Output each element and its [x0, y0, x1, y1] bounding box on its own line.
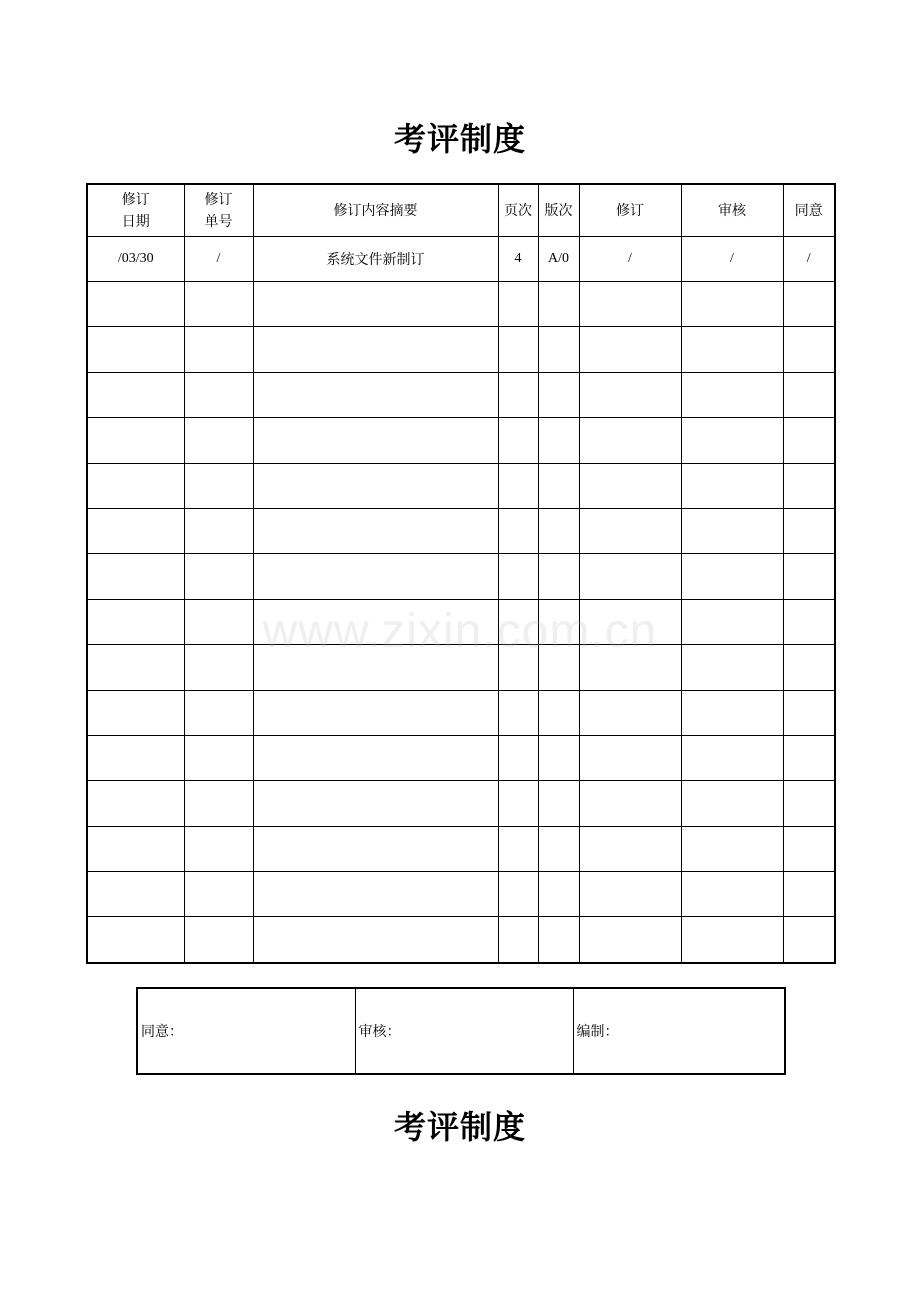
- empty-cell: [579, 554, 681, 599]
- empty-cell: [538, 282, 579, 327]
- empty-cell: [783, 690, 835, 735]
- empty-cell: [538, 599, 579, 644]
- table-row-empty: [87, 463, 835, 508]
- document-title: 考评制度: [393, 120, 526, 158]
- cell-summary: 系统文件新制订: [253, 237, 498, 282]
- empty-cell: [253, 327, 498, 372]
- empty-cell: [538, 372, 579, 417]
- empty-cell: [184, 418, 253, 463]
- empty-cell: [253, 781, 498, 826]
- empty-cell: [783, 282, 835, 327]
- empty-cell: [87, 554, 184, 599]
- empty-cell: [783, 599, 835, 644]
- empty-cell: [87, 781, 184, 826]
- empty-cell: [681, 872, 783, 917]
- empty-cell: [498, 418, 538, 463]
- empty-cell: [498, 735, 538, 780]
- header-approve: 同意: [783, 184, 835, 237]
- empty-cell: [538, 645, 579, 690]
- empty-cell: [538, 872, 579, 917]
- table-row-empty: [87, 508, 835, 553]
- table-row-empty: [87, 418, 835, 463]
- table-row-empty: [87, 917, 835, 963]
- header-version: 版次: [538, 184, 579, 237]
- empty-cell: [184, 781, 253, 826]
- empty-cell: [538, 554, 579, 599]
- empty-cell: [87, 372, 184, 417]
- empty-cell: [253, 418, 498, 463]
- table-row-empty: [87, 735, 835, 780]
- empty-cell: [538, 508, 579, 553]
- signoff-prepare: 编制：: [573, 988, 785, 1074]
- empty-cell: [498, 690, 538, 735]
- empty-cell: [579, 463, 681, 508]
- empty-cell: [498, 372, 538, 417]
- empty-cell: [783, 508, 835, 553]
- empty-cell: [184, 327, 253, 372]
- empty-cell: [253, 372, 498, 417]
- table-row: [87, 237, 835, 282]
- empty-cell: [783, 554, 835, 599]
- empty-cell: [538, 735, 579, 780]
- empty-cell: [87, 418, 184, 463]
- table-row-empty: [87, 282, 835, 327]
- empty-cell: [184, 372, 253, 417]
- revision-table: [86, 183, 836, 964]
- cell-number: /: [184, 237, 253, 282]
- empty-cell: [498, 554, 538, 599]
- empty-cell: [87, 917, 184, 963]
- empty-cell: [184, 508, 253, 553]
- empty-cell: [579, 735, 681, 780]
- empty-cell: [498, 508, 538, 553]
- empty-cell: [498, 645, 538, 690]
- empty-cell: [681, 690, 783, 735]
- table-row-empty: [87, 372, 835, 417]
- table-row-empty: [87, 781, 835, 826]
- empty-cell: [184, 826, 253, 871]
- header-review: 审核: [681, 184, 783, 237]
- empty-cell: [681, 554, 783, 599]
- empty-cell: [184, 282, 253, 327]
- empty-cell: [579, 418, 681, 463]
- empty-cell: [184, 554, 253, 599]
- empty-cell: [783, 372, 835, 417]
- empty-cell: [681, 917, 783, 963]
- empty-cell: [184, 872, 253, 917]
- empty-cell: [498, 463, 538, 508]
- empty-cell: [253, 645, 498, 690]
- empty-cell: [681, 282, 783, 327]
- table-row-empty: [87, 826, 835, 871]
- empty-cell: [498, 826, 538, 871]
- header-revision-date: 修订 日期: [87, 184, 184, 237]
- empty-cell: [681, 418, 783, 463]
- empty-cell: [184, 690, 253, 735]
- empty-cell: [579, 645, 681, 690]
- header-page: 页次: [498, 184, 538, 237]
- empty-cell: [681, 781, 783, 826]
- empty-cell: [253, 599, 498, 644]
- signoff-approve: 同意：: [137, 988, 355, 1074]
- empty-cell: [253, 690, 498, 735]
- empty-cell: [681, 826, 783, 871]
- table-row-empty: [87, 554, 835, 599]
- empty-cell: [184, 645, 253, 690]
- document-title-repeat: 考评制度: [393, 1108, 526, 1146]
- signoff-table: [136, 987, 786, 1075]
- empty-cell: [783, 327, 835, 372]
- empty-cell: [87, 327, 184, 372]
- empty-cell: [538, 327, 579, 372]
- header-revision-number: 修订 单号: [184, 184, 253, 237]
- empty-cell: [184, 599, 253, 644]
- table-row-empty: [87, 599, 835, 644]
- empty-cell: [253, 554, 498, 599]
- empty-cell: [579, 599, 681, 644]
- cell-page: 4: [498, 237, 538, 282]
- empty-cell: [681, 372, 783, 417]
- empty-cell: [783, 917, 835, 963]
- table-row-empty: [87, 690, 835, 735]
- empty-cell: [87, 463, 184, 508]
- empty-cell: [184, 735, 253, 780]
- revision-table-header: [87, 184, 835, 237]
- empty-cell: [538, 917, 579, 963]
- empty-cell: [783, 463, 835, 508]
- empty-cell: [783, 781, 835, 826]
- empty-cell: [579, 826, 681, 871]
- empty-cell: [579, 781, 681, 826]
- cell-date: /03/30: [87, 237, 184, 282]
- table-row-empty: [87, 327, 835, 372]
- cell-version: A/0: [538, 237, 579, 282]
- empty-cell: [538, 418, 579, 463]
- empty-cell: [783, 645, 835, 690]
- empty-cell: [87, 508, 184, 553]
- empty-cell: [579, 282, 681, 327]
- empty-cell: [87, 826, 184, 871]
- empty-cell: [579, 508, 681, 553]
- empty-cell: [253, 463, 498, 508]
- empty-cell: [681, 463, 783, 508]
- empty-cell: [253, 508, 498, 553]
- empty-cell: [783, 418, 835, 463]
- empty-cell: [783, 872, 835, 917]
- empty-cell: [498, 872, 538, 917]
- empty-cell: [681, 327, 783, 372]
- empty-cell: [253, 917, 498, 963]
- empty-cell: [681, 735, 783, 780]
- empty-cell: [87, 690, 184, 735]
- empty-cell: [87, 872, 184, 917]
- cell-review: /: [681, 237, 783, 282]
- cell-approve: /: [783, 237, 835, 282]
- empty-cell: [184, 463, 253, 508]
- empty-cell: [498, 599, 538, 644]
- empty-cell: [498, 327, 538, 372]
- empty-cell: [253, 735, 498, 780]
- empty-cell: [579, 372, 681, 417]
- empty-cell: [498, 781, 538, 826]
- empty-cell: [579, 690, 681, 735]
- empty-cell: [538, 463, 579, 508]
- empty-cell: [253, 282, 498, 327]
- empty-cell: [253, 872, 498, 917]
- empty-cell: [87, 282, 184, 327]
- signoff-review: 审核：: [355, 988, 573, 1074]
- watermark: www.zixin.com.cn: [262, 605, 658, 658]
- empty-cell: [498, 917, 538, 963]
- empty-cell: [87, 599, 184, 644]
- empty-cell: [87, 735, 184, 780]
- empty-cell: [538, 781, 579, 826]
- empty-cell: [579, 327, 681, 372]
- empty-cell: [681, 645, 783, 690]
- empty-cell: [87, 645, 184, 690]
- empty-cell: [579, 917, 681, 963]
- empty-cell: [579, 872, 681, 917]
- table-row-empty: [87, 645, 835, 690]
- empty-cell: [184, 917, 253, 963]
- table-row-empty: [87, 872, 835, 917]
- empty-cell: [253, 826, 498, 871]
- header-revision-summary: 修订内容摘要: [253, 184, 498, 237]
- empty-cell: [538, 826, 579, 871]
- empty-cell: [783, 826, 835, 871]
- empty-cell: [538, 690, 579, 735]
- empty-cell: [681, 599, 783, 644]
- cell-revise: /: [579, 237, 681, 282]
- empty-cell: [681, 508, 783, 553]
- header-revise: 修订: [579, 184, 681, 237]
- empty-cell: [783, 735, 835, 780]
- empty-cell: [498, 282, 538, 327]
